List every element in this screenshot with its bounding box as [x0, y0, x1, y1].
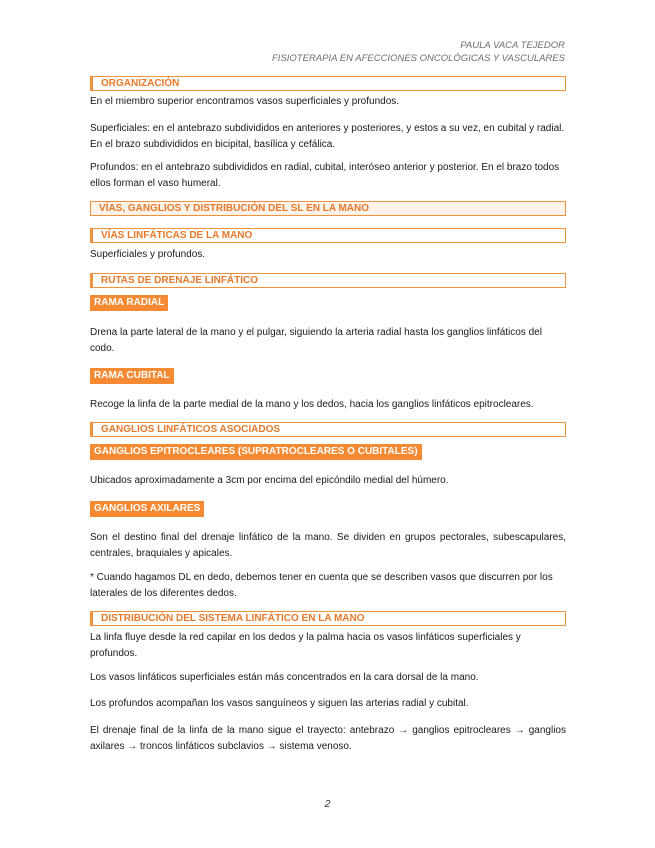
header-author: PAULA VACA TEJEDOR — [460, 40, 565, 51]
page-header — [272, 40, 565, 65]
paragraph: La linfa fluye desde la red capilar en los dedos y la palma hacia os vasos linfáticos superficiales y profundos. — [90, 632, 521, 659]
tag-rama-radial: RAMA RADIAL — [90, 295, 168, 311]
paragraph: Profundos: en el antebrazo subdivididos en radial, cubital, interóseo anterior y posterior. En el brazo todos ellos forman el vaso humeral. — [90, 162, 560, 189]
section-heading-ganglios-asociados: GANGLIOS LINFÁTICOS ASOCIADOS — [90, 422, 566, 437]
note-paragraph: * Cuando hagamos DL en dedo, debemos tener en cuenta que se describen vasos que discurren por los laterales de los diferentes dedos. — [90, 572, 553, 599]
paragraph: Son el destino final del drenaje linfático de la mano. Se dividen en grupos pectorales, subescapulares, centrales, braquiales y apicales. — [90, 532, 566, 559]
tag-ganglios-epitrocleares: GANGLIOS EPITROCLEARES (SUPRATROCLEARES O CUBITALES) — [90, 444, 422, 460]
paragraph: Superficiales: en el antebrazo subdivididos en anteriores y posteriores, y estos a su vez, en cubital y radial. En el brazo subdivididos en bicipital, basílica y cefálica. — [90, 123, 565, 150]
section-heading-rutas-drenaje: RUTAS DE DRENAJE LINFÁTICO — [90, 273, 566, 288]
section-heading-vias-linfaticas: VÍAS LINFÁTICAS DE LA MANO — [90, 228, 566, 243]
paragraph: En el miembro superior encontramos vasos superficiales y profundos. — [90, 96, 400, 107]
tag-ganglios-axilares: GANGLIOS AXILARES — [90, 501, 204, 517]
paragraph: Ubicados aproximadamente a 3cm por encima del epicóndilo medial del húmero. — [90, 475, 449, 486]
paragraph: Los vasos linfáticos superficiales están más concentrados en la cara dorsal de la mano. — [90, 672, 479, 683]
header-subtitle: FISIOTERAPIA EN AFECCIONES ONCOLÓGICAS Y VASCULARES — [272, 52, 565, 64]
paragraph: Los profundos acompañan los vasos sanguíneos y siguen las arterias radial y cubital. — [90, 698, 469, 709]
tag-rama-cubital: RAMA CUBITAL — [90, 368, 174, 384]
paragraph: Drena la parte lateral de la mano y el pulgar, siguiendo la arteria radial hasta los ganglios linfáticos del codo. — [90, 327, 542, 354]
paragraph: El drenaje final de la linfa de la mano sigue el trayecto: antebrazo → ganglios epitrocleares → ganglios axilares → troncos linfáticos subclavios → sistema venoso. — [90, 725, 566, 752]
paragraph: Superficiales y profundos. — [90, 249, 206, 260]
section-heading-vias-ganglios: VÍAS, GANGLIOS Y DISTRIBUCIÓN DEL SL EN LA MANO — [90, 201, 566, 216]
page-number: 2 — [324, 798, 331, 810]
section-heading-organizacion: ORGANIZACIÓN — [90, 76, 566, 91]
section-heading-distribucion: DISTRIBUCIÓN DEL SISTEMA LINFÁTICO EN LA MANO — [90, 611, 566, 626]
paragraph: Recoge la linfa de la parte medial de la mano y los dedos, hacia los ganglios linfáticos epitrocleares. — [90, 399, 534, 410]
